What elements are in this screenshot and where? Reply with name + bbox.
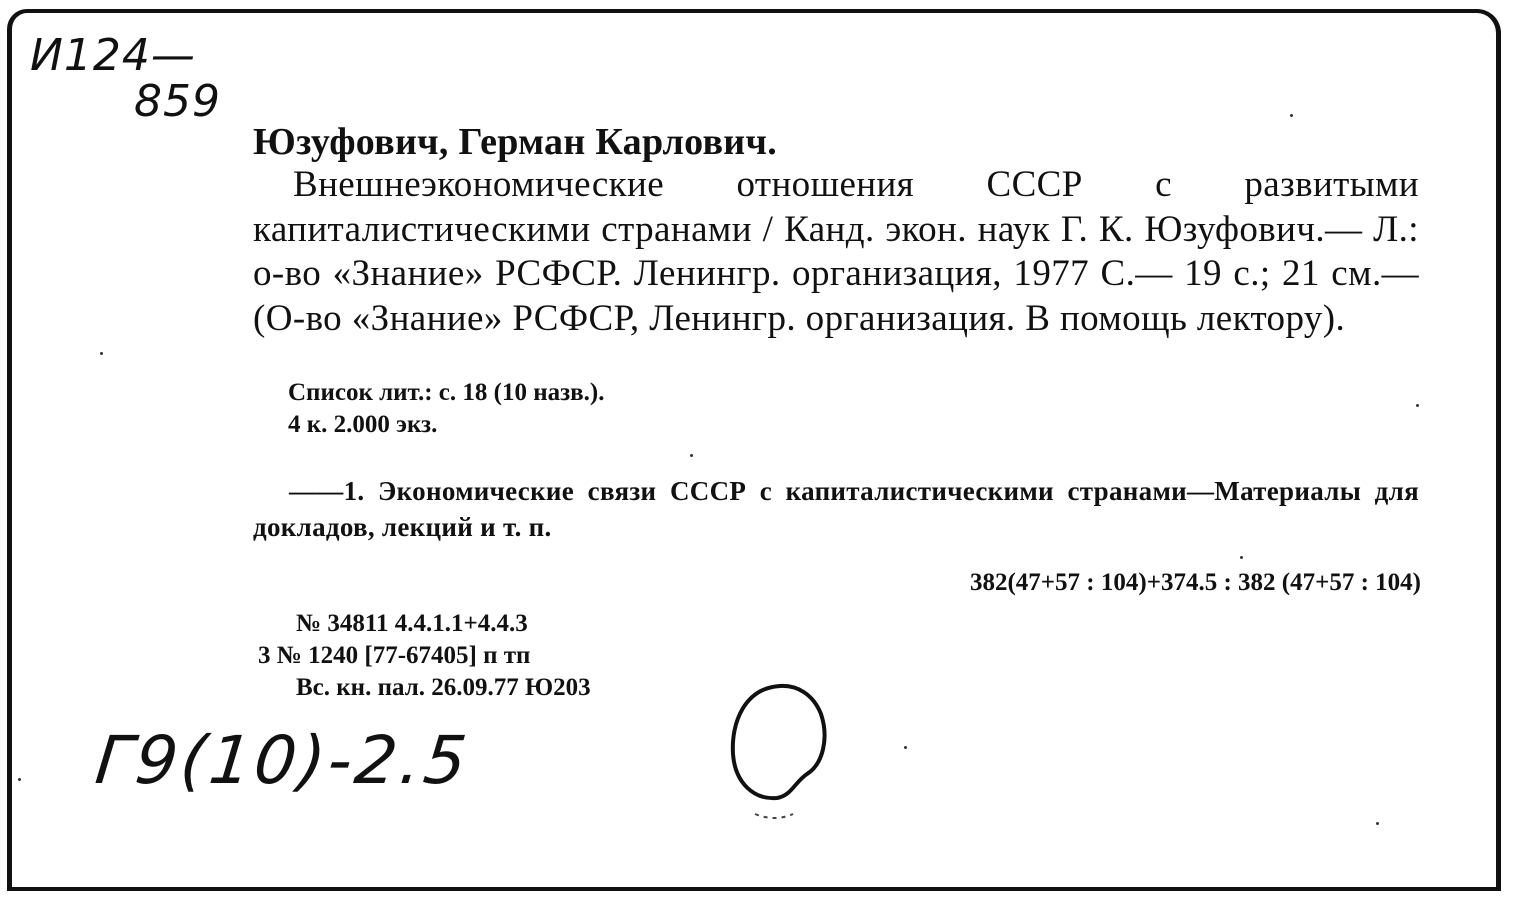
call-number-line2: 859 (134, 76, 221, 127)
scan-speck (100, 352, 103, 355)
bibliographic-description: Внешнеэкономические отношения СССР с развитыми капиталистическими странами / Канд. экон. наук Г. К. Юзуфович.— Л.: о-во «Знание» РСФСР. Ленингр. организация, 1977 С.— 19 с.; 21 см.—(О-во «Знание» РСФСР, Ленингр. организация. В помощь лектору). (253, 164, 1419, 339)
bibliography-note: Список лит.: с. 18 (10 назв.). (288, 379, 605, 406)
scan-speck (18, 778, 21, 781)
scan-speck (1416, 404, 1419, 407)
order-line-1: № 34811 4.4.1.1+4.4.3 (296, 610, 528, 637)
order-line-3: Вс. кн. пал. 26.09.77 Ю203 (296, 674, 591, 701)
subject-heading: ——1. Экономические связи СССР с капиталистическими странами—Материалы для докладов, лекций и т. п. (253, 476, 1419, 542)
scan-speck (1240, 556, 1243, 559)
scan-speck (690, 454, 693, 457)
price-print-run: 4 к. 2.000 экз. (288, 411, 438, 438)
author-heading: Юзуфович, Герман Карлович. (253, 121, 777, 163)
call-number-line1: И124— (30, 30, 196, 81)
card-hole (725, 682, 835, 827)
handwritten-note: Г9(10)-2.5 (91, 722, 474, 799)
scan-speck (1376, 822, 1379, 825)
scan-speck (904, 746, 907, 749)
order-line-2: 3 № 1240 [77-67405] п тп (258, 642, 531, 669)
classification-code: 382(47+57 : 104)+374.5 : 382 (47+57 : 104) (969, 569, 1421, 596)
scan-speck (1290, 114, 1293, 117)
